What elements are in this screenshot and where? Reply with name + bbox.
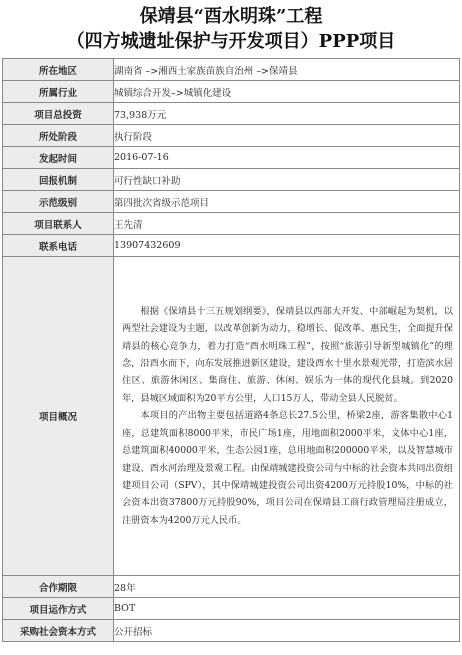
- label-term: 合作期限: [3, 576, 114, 598]
- row-procurement: [3, 620, 460, 642]
- value-term: 28年: [114, 576, 460, 598]
- value-overview: [114, 257, 460, 576]
- row-phone: [3, 235, 460, 257]
- row-term: [3, 576, 460, 598]
- row-demo: [3, 191, 460, 213]
- label-industry: 所属行业: [3, 81, 114, 103]
- label-operation: 项目运作方式: [3, 598, 114, 620]
- value-phone: 13907432609: [114, 235, 460, 257]
- label-procurement: 采购社会资本方式: [3, 620, 114, 642]
- label-demo: 示范级别: [3, 191, 114, 213]
- value-date: 2016-07-16: [114, 147, 460, 169]
- row-investment: [3, 103, 460, 125]
- overview-paragraph-1: 根据《保靖县十三五规划纲要》，保靖县以西部大开发、中部崛起为契机，以两型社会建设为主题，以改革创新为动力，稳增长、促改革、惠民生，全面提升保靖县的核心竞争力，着力打造“酉水明珠工程”，按照“旅游引导新型城镇化”的理念，沿酉水而下，向东发展推进新区建设，建设酉水十里水景观光带，打造滨水居住区、旅游休闲区、集商住、旅游、休闲、娱乐为一体的现代化县城。到2020年，县城区域面积为20平方公里，人口15万人，带动全县人民脱贫。: [122, 305, 453, 404]
- row-return: [3, 169, 460, 191]
- row-region: [3, 59, 460, 81]
- row-stage: [3, 125, 460, 147]
- row-date: [3, 147, 460, 169]
- label-date: 发起时间: [3, 147, 114, 169]
- value-investment: 73,938万元: [114, 103, 460, 125]
- label-stage: 所处阶段: [3, 125, 114, 147]
- project-info-table: [2, 58, 460, 642]
- label-contact: 项目联系人: [3, 213, 114, 235]
- title-line-2: （四方城遗址保护与开发项目）PPP项目: [66, 31, 396, 52]
- label-investment: 项目总投资: [3, 103, 114, 125]
- value-stage: 执行阶段: [114, 125, 460, 147]
- value-contact: 王先清: [114, 213, 460, 235]
- value-industry: 城镇综合开发–>城镇化建设: [114, 81, 460, 103]
- label-region: 所在地区: [3, 59, 114, 81]
- value-demo: 第四批次省级示范项目: [114, 191, 460, 213]
- row-industry: [3, 81, 460, 103]
- value-operation: BOT: [114, 598, 460, 620]
- value-region: 湖南省 –>湘西土家族苗族自治州 –>保靖县: [114, 59, 460, 81]
- row-contact: [3, 213, 460, 235]
- label-overview: 项目概况: [3, 257, 114, 576]
- overview-text: [114, 297, 459, 535]
- label-return: 回报机制: [3, 169, 114, 191]
- label-phone: 联系电话: [3, 235, 114, 257]
- row-operation: [3, 598, 460, 620]
- document-title: [0, 4, 462, 54]
- overview-paragraph-2: 本项目的产出物主要包括道路4条总长27.5公里，桥梁2座，游客集散中心1座，总建筑面积8000平米，市民广场1座，用地面积2000平米，文体中心1座，总建筑面积40000平米，生态公园1座，总用地面积200000平米，以及智慧城市建设、酉水河治理及景观工程。由保靖城建投资公司与中标的社会资本共同出资组建项目公司（SPV），其中保靖城建投资公司出资4200万元持股10%，中标的社会资本出资37800万元持股90%，项目公司在保靖县工商行政管理局注册成立，注册资本为4200万元人民币。: [122, 410, 453, 526]
- title-line-1: 保靖县“酉水明珠”工程: [139, 6, 323, 27]
- value-return: 可行性缺口补助: [114, 169, 460, 191]
- row-overview: [3, 257, 460, 576]
- value-procurement: 公开招标: [114, 620, 460, 642]
